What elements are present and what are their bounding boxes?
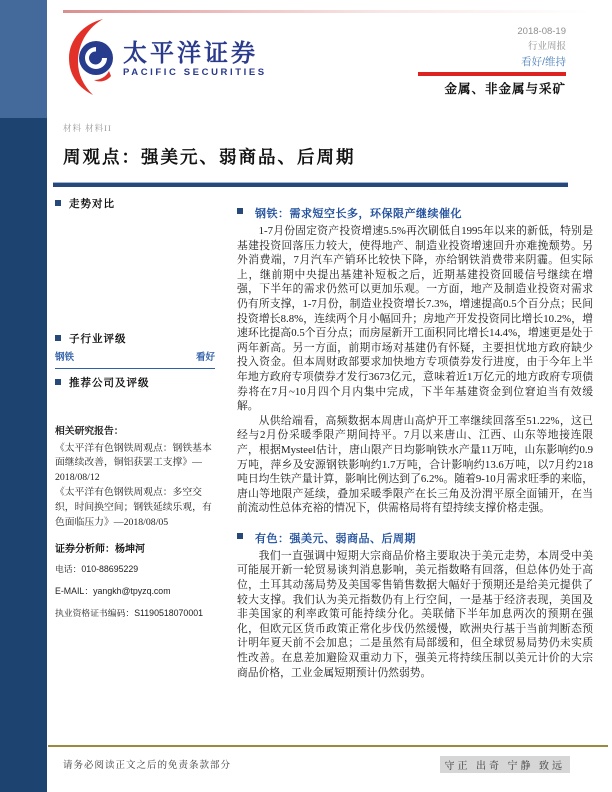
body-paragraph: 从供给端看，高频数据本周唐山高炉开工率继续回落至51.22%，这已经与2月份采暖季限产期间持平。7月以来唐山、江西、山东等地接连限产，根据Mysteel估计，唐山限产日均影响铁水产量11万吨，山东影响约0.9万吨，萍乡及安源钢铁影响约1.7万吨，合计影响约13.6万吨，以7月约218吨日均生铁产量计算，影响比例达到了6.2%。随着9-10月需求旺季的来临，唐山等地限产延续，叠加采暖季限产在长三角及汾渭平原全面铺开，在当前流动性总体充裕的情况下，供需格局将有望持续支撑价格走强。: [237, 414, 593, 515]
report-link[interactable]: 《太平洋有色钢铁周观点：多空交织，时间换空间；钢铁延续乐观，有色面临压力》—2018/08/05: [55, 487, 212, 528]
main-content: [237, 205, 593, 680]
sector-category: 材料 材料II: [63, 123, 112, 133]
title-divider: [53, 182, 568, 187]
email-label: E-MAIL：: [55, 586, 94, 596]
trend-label: 走势对比: [69, 199, 115, 210]
brand-name-cn: 太平洋证券: [123, 39, 258, 67]
subrating-table-row: [55, 349, 215, 369]
report-meta: [418, 24, 566, 97]
related-reports: [55, 425, 220, 531]
section-heading-text: 钢铁：需求短空长多，环保限产继续催化: [255, 208, 462, 220]
email-value[interactable]: yangkh@tpyzq.com: [93, 586, 171, 596]
bullet-square-icon: [55, 335, 61, 341]
analyst-email: [55, 584, 171, 597]
subrating-label: 子行业评级: [69, 334, 127, 345]
industry-name: 金属、非金属与采矿: [444, 81, 566, 96]
left-edge-strip-top: [0, 0, 47, 118]
pacific-securities-logo-icon: [63, 18, 117, 101]
footer-divider: [48, 745, 608, 747]
subrating-value: 看好: [195, 353, 215, 363]
report-date: 2018-08-19: [517, 26, 566, 37]
subrating-industry: 钢铁: [55, 353, 75, 363]
section-heading-steel: [237, 205, 593, 221]
bullet-square-icon: [55, 200, 61, 206]
brand-name-en: PACIFIC SECURITIES: [123, 66, 267, 78]
section-heading-text: 有色：强美元、弱商品、后周期: [255, 532, 416, 545]
body-paragraph: 我们一直强调中短期大宗商品价格主要取决于美元走势，本周受中美可能展开新一轮贸易谈判消息影响，美元指数略有回落，但总体仍处于高位，土耳其动荡局势及美国零售销售数据大幅好于预期还是给美元提供了较大支撑。我们认为美元指数仍有上行空间，一是基于经济表现，美国及非美国家的利率政策可能持续分化。美联储下半年加息两次的预期在强化，但欧元区货币政策正常化步伐仍然缓慢，欧洲央行基于当前判断态预计明年夏天前不会加息；二是虽然有局部缓和，但全球贸易局势仍未实质性改善。在息差加避险双重动力下，强美元将持续压制以美元计价的大宗商品价格，工业金属短期预计仍然弱势。: [237, 549, 593, 679]
report-link[interactable]: 《太平洋有色钢铁周观点：钢铁基本面继续改善，铜铝获罢工支撑》—2018/08/12: [55, 442, 212, 483]
recommend-label: 推荐公司及评级: [69, 378, 150, 389]
footer-disclaimer: 请务必阅读正文之后的免责条款部分: [63, 761, 232, 771]
related-reports-label: 相关研究报告：: [55, 426, 124, 437]
bullet-square-icon: [237, 208, 243, 214]
section-heading-nonferrous: [237, 530, 593, 546]
sidebar-section-subrating: [55, 331, 220, 346]
footer-motto: 守正 出奇 宁静 致远: [440, 756, 571, 773]
left-edge-strip: [0, 0, 47, 792]
rating-underline: [418, 72, 566, 76]
phone-label: 电话：: [55, 564, 82, 574]
sidebar-section-trend: [55, 196, 220, 211]
page-title: 周观点：强美元、弱商品、后周期: [63, 147, 356, 167]
analyst-name: 证券分析师：杨坤河: [55, 544, 145, 555]
bullet-square-icon: [55, 379, 61, 385]
header-red-accent-line: [63, 10, 590, 13]
sidebar-section-recommend: [55, 375, 220, 390]
analyst-phone: [55, 562, 138, 575]
cert-label: 执业资格证书编码：: [55, 608, 135, 618]
body-paragraph: 1-7月份固定资产投资增速5.5%再次刷低自1995年以来的新低，特别是基建投资回落压力较大，使得地产、制造业投资增速回升亦难挽颓势。另外消费端，7月汽车产销环比较快下降，亦给钢铁消费带来阴霾。但实际上，继前期中央提出基建补短板之后，近期基建投资回暖信号继续在增强，下半年的需求仍然可以更加乐观。一方面，地产及制造业投资对需求仍有所支撑，1-7月份，制造业投资增长7.3%，增速提高0.5个百分点；民间投资增长8.8%，连续两个月小幅回升；房地产开发投资同比增长10.2%，增速环比提高0.5个百分点；而房屋新开工面积同比增长14.4%，增速更是处于两年新高。另一方面，前期市场对基建仍有怀疑，主要担忧地方政府缺少投入资金。但本周财政部要求加快地方专项债券发行进度，由于今年上半年地方政府专项债券才发行3673亿元，意味着近1万亿元的地方政府专项债券将在7月~10月四个月内集中完成，下半年基建资金到位窘迫当有效缓解。: [237, 225, 593, 413]
analyst-cert: [55, 606, 203, 619]
bullet-square-icon: [237, 533, 243, 539]
report-type: 行业周报: [527, 41, 566, 52]
cert-value: S1190518070001: [134, 608, 204, 618]
industry-rating: 看好/维持: [521, 56, 566, 68]
phone-value: 010-88695229: [81, 564, 139, 574]
company-logo: [63, 18, 267, 101]
